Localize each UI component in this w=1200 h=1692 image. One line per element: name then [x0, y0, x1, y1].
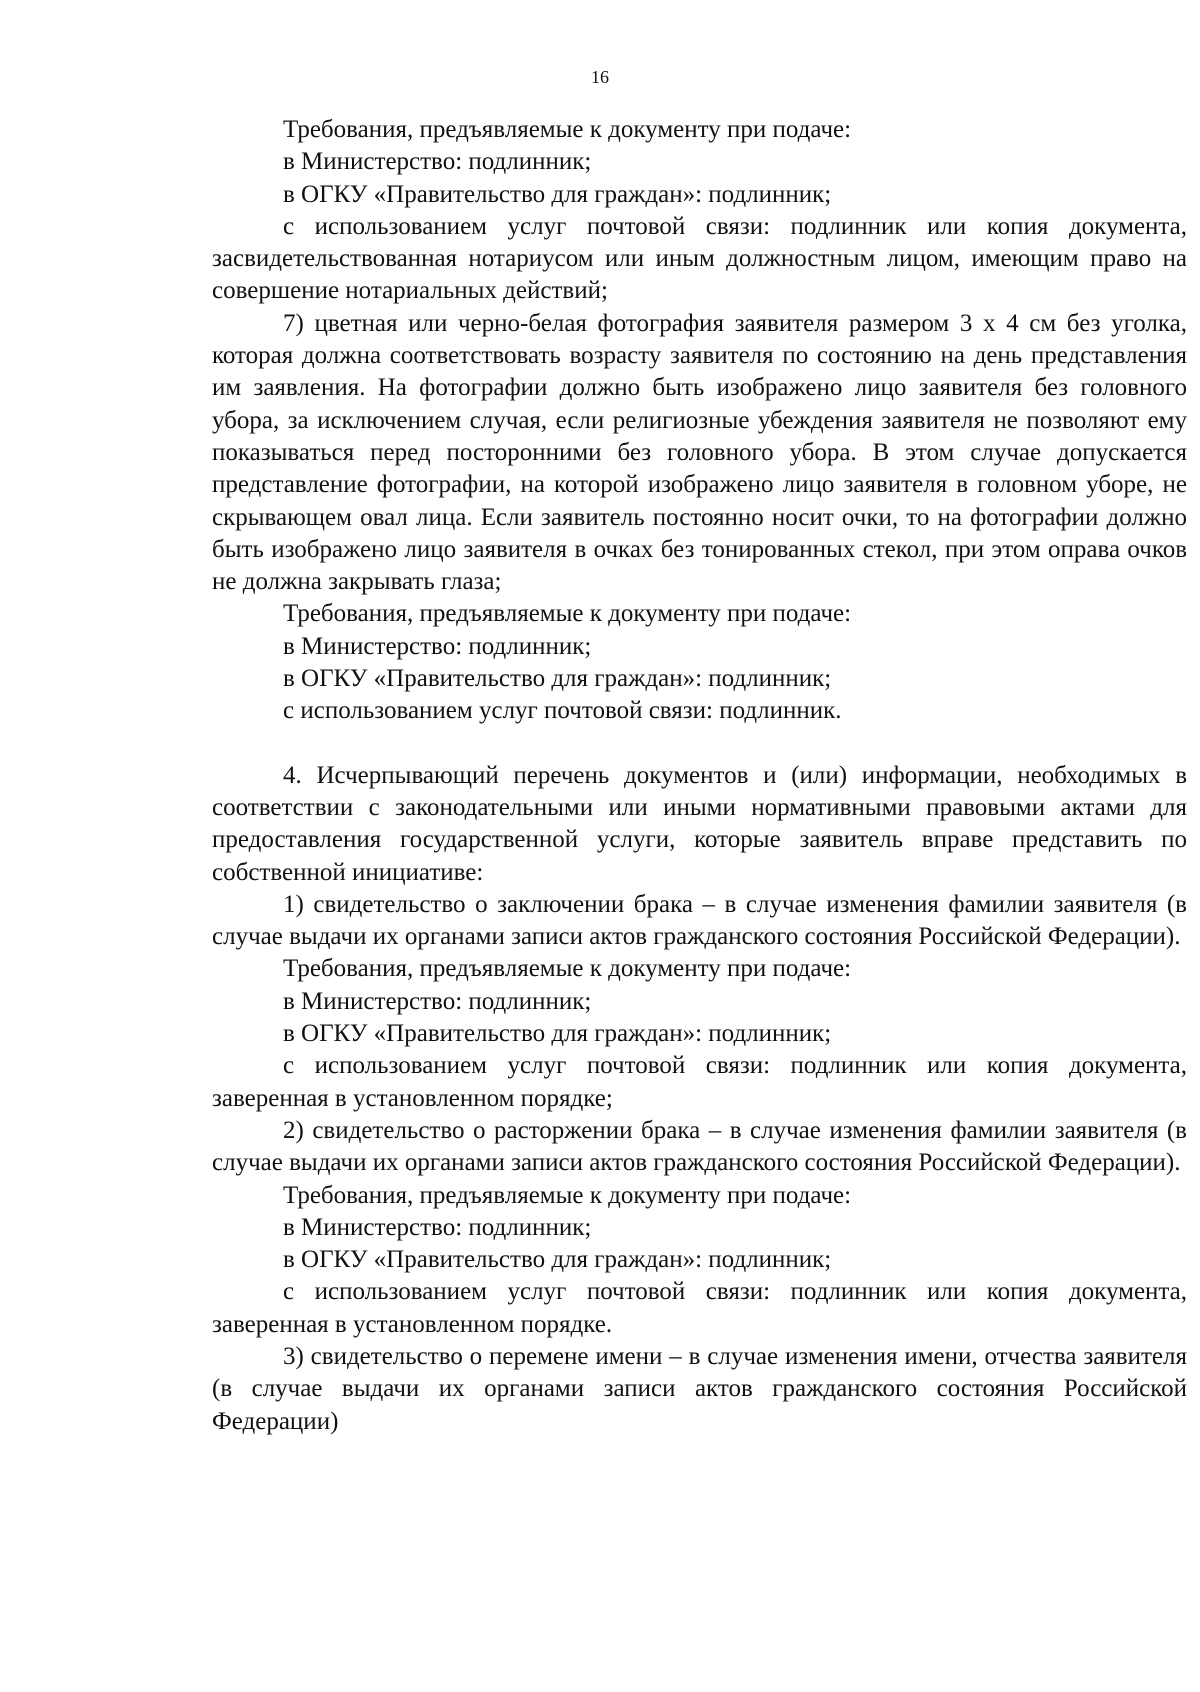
paragraph-postal-1: с использованием услуг почтовой связи: подлинник или копия документа, засвидетельствованная нотариусом или иным должностным лицом, имеющим право на совершение нотариальных действий;: [212, 212, 1187, 305]
paragraph-ministry-2: в Министерство: подлинник;: [283, 632, 592, 660]
paragraph-ogku-4: в ОГКУ «Правительство для граждан»: подлинник;: [283, 1246, 832, 1274]
paragraph-ministry-1: в Министерство: подлинник;: [283, 148, 592, 176]
paragraph-requirements-2: Требования, предъявляемые к документу при подаче:: [283, 600, 852, 628]
paragraph-item-3-name-change: 3) свидетельство о перемене имени – в случае изменения имени, отчества заявителя (в случае выдачи их органами записи актов гражданского состояния Российской Федерации): [212, 1342, 1187, 1435]
paragraph-requirements-4: Требования, предъявляемые к документу при подаче:: [283, 1181, 852, 1209]
paragraph-requirements-1: Требования, предъявляемые к документу при подаче:: [283, 116, 852, 143]
paragraph-section-4: 4. Исчерпывающий перечень документов и (или) информации, необходимых в соответствии с законодательными или иными нормативными правовыми актами для предоставления государственной услуги, которые заявитель вправе представить по собственной инициативе:: [212, 761, 1187, 886]
paragraph-ministry-3: в Министерство: подлинник;: [283, 987, 592, 1015]
paragraph-item-1-marriage: 1) свидетельство о заключении брака – в случае изменения фамилии заявителя (в случае выдачи их органами записи актов гражданского состояния Российской Федерации).: [212, 890, 1187, 951]
paragraph-ogku-1: в ОГКУ «Правительство для граждан»: подлинник;: [283, 180, 832, 208]
page-number: 16: [591, 67, 609, 87]
paragraph-ogku-3: в ОГКУ «Правительство для граждан»: подлинник;: [283, 1020, 832, 1048]
document-body: [212, 114, 1187, 1438]
paragraph-ogku-2: в ОГКУ «Правительство для граждан»: подлинник;: [283, 665, 832, 693]
paragraph-postal-3: с использованием услуг почтовой связи: подлинник или копия документа, заверенная в установленном порядке;: [212, 1052, 1187, 1112]
paragraph-requirements-3: Требования, предъявляемые к документу при подаче:: [283, 955, 852, 983]
paragraph-item-7-photo: 7) цветная или черно-белая фотография заявителя размером 3 х 4 см без уголка, которая должна соответствовать возрасту заявителя по состоянию на день представления им заявления. На фотографии должно быть изображено лицо заявителя без головного убора, за исключением случая, если религиозные убеждения заявителя не позволяют ему показываться перед посторонними без головного убора. В этом случае допускается представление фотографии, на которой изображено лицо заявителя в головном уборе, не скрывающем овал лица. Если заявитель постоянно носит очки, то на фотографии должно быть изображено лицо заявителя в очках без тонированных стекол, при этом оправа очков не должна закрывать глаза;: [212, 309, 1187, 596]
paragraph-item-2-divorce: 2) свидетельство о расторжении брака – в случае изменения фамилии заявителя (в случае выдачи их органами записи актов гражданского состояния Российской Федерации).: [212, 1116, 1187, 1177]
paragraph-postal-4: с использованием услуг почтовой связи: подлинник или копия документа, заверенная в установленном порядке.: [212, 1278, 1187, 1338]
paragraph-ministry-4: в Министерство: подлинник;: [283, 1213, 592, 1241]
paragraph-postal-2: с использованием услуг почтовой связи: подлинник.: [283, 697, 842, 725]
